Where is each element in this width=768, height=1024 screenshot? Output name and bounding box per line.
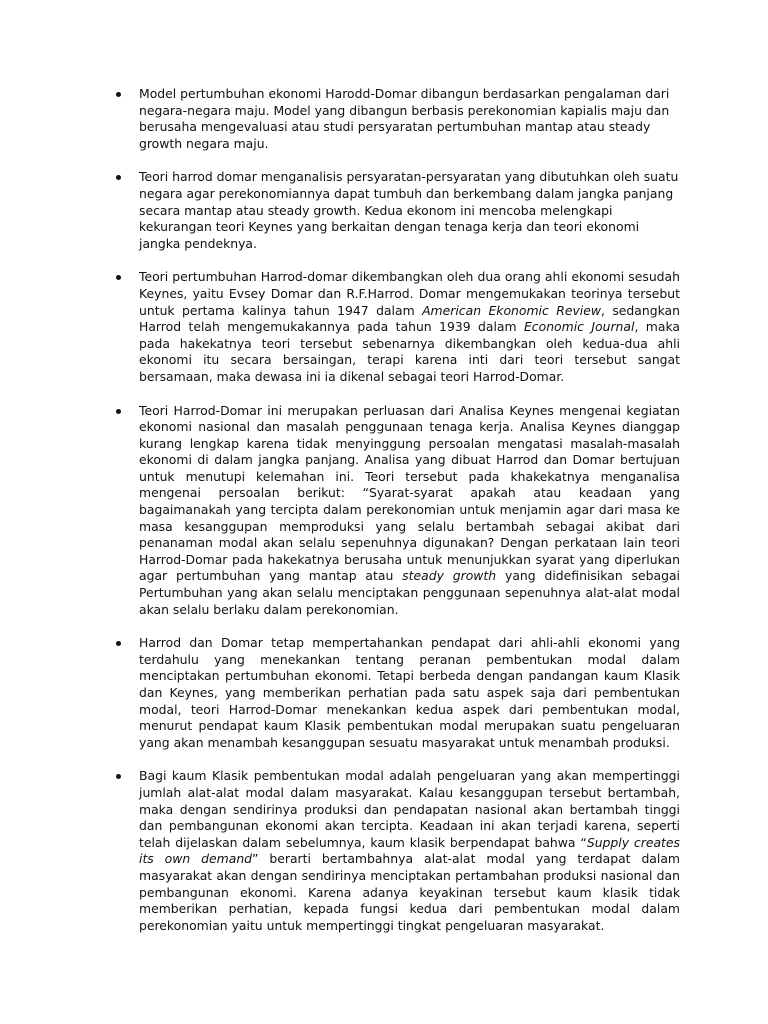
- paragraph-3-journal-1: American Ekonomic Review: [422, 302, 601, 318]
- paragraph-6-text-b: ” berarti bertambahnya alat-alat modal yang terdapat dalam masyarakat akan dengan sendirinya menciptakan pertambahan produksi nasional dan pembangunan ekonomi. Karena adanya keyakinan tersebut kaum klasik tidak memberikan perhatian, kepada fungsi kedua dari pembentukan modal dalam perekonomian yaitu untuk mempertinggi tingkat pengeluaran masyarakat.: [139, 851, 681, 933]
- paragraph-2-text: Teori harrod domar menganalisis persyaratan-persyaratan yang dibutuhkan oleh suatu negara agar perekonomiannya dapat tumbuh dan berkembang dalam jangka panjang secara mantap atau steady growth. Kedua ekonom ini mencoba melengkapi kekurangan teori Keynes yang berkaitan dengan tenaga kerja dan teori ekonomi jangka pendeknya.: [139, 169, 679, 251]
- bullet-item-2: [114, 169, 680, 252]
- paragraph-3-text-b: , sedangkan Harrod telah mengemukakannya pada tahun 1939 dalam: [139, 302, 680, 335]
- bullet-item-5: [114, 635, 680, 751]
- paragraph-4-italic-term: steady growth: [402, 568, 497, 584]
- paragraph-3-journal-2: Economic Journal: [523, 319, 635, 335]
- paragraph-5-text: Harrod dan Domar tetap mempertahankan pendapat dari ahli-ahli ekonomi yang terdahulu yang menekankan tentang peranan pembentukan modal dalam menciptakan pertumbuhan ekonomi. Tetapi berbeda dengan pandangan kaum Klasik dan Keynes, yang memberikan perhatian pada satu aspek saja dari pembentukan modal, teori Harrod-Domar menekankan kedua aspek dari pembentukan modal, menurut pendapat kaum Klasik pembentukan modal merupakan suatu pengeluaran yang akan menambah kesanggupan sesuatu masyarakat untuk menambah produksi.: [139, 635, 680, 750]
- paragraph-3-text-a: Teori pertumbuhan Harrod-domar dikembangkan oleh dua orang ahli ekonomi sesudah Keynes, yaitu Evsey Domar dan R.F.Harrod. Domar mengemukakan teorinya tersebut untuk pertama kalinya tahun 1947 dalam: [139, 269, 680, 318]
- bullet-list: [114, 86, 680, 934]
- paragraph-1-text: Model pertumbuhan ekonomi Harodd-Domar dibangun berdasarkan pengalaman dari negara-negara maju. Model yang dibangun berbasis perekonomian kapialis maju dan berusaha mengevaluasi atau studi persyaratan pertumbuhan mantap atau steady growth negara maju.: [139, 86, 670, 151]
- paragraph-6-italic-quote: Supply creates its own demand: [139, 834, 680, 867]
- bullet-item-3: [114, 269, 680, 385]
- bullet-item-6: [114, 768, 680, 934]
- paragraph-4-text-b: yang didefinisikan sebagai Pertumbuhan yang akan selalu menciptakan penggunaan sepenuhnya alat-alat modal akan selalu berlaku dalam perekonomian.: [139, 568, 680, 617]
- bullet-item-1: [114, 86, 680, 152]
- bullet-item-4: [114, 403, 680, 619]
- paragraph-6-text-a: Bagi kaum Klasik pembentukan modal adalah pengeluaran yang akan mempertinggi jumlah alat-alat modal dalam masyarakat. Kalau kesanggupan tersebut bertambah, maka dengan sendirinya produksi dan pendapatan nasional akan bertambah tinggi dan pembangunan ekonomi akan tercipta. Keadaan ini akan terjadi karena, seperti telah dijelaskan dalam sebelumnya, kaum klasik berpendapat bahwa “: [139, 768, 680, 850]
- paragraph-4-text-a: Teori Harrod-Domar ini merupakan perluasan dari Analisa Keynes mengenai kegiatan ekonomi nasional dan masalah penggunaan tenaga kerja. Analisa Keynes dianggap kurang lengkap karena tidak menyinggung persoalan mengatasi masalah-masalah ekonomi di dalam jangka panjang. Analisa yang dibuat Harrod dan Domar bertujuan untuk menutupi kelemahan ini. Teori tersebut pada khakekatnya menganalisa mengenai persoalan berikut: “Syarat-syarat apakah atau keadaan yang bagaimanakah yang tercipta dalam perekonomian untuk menjamin agar dari masa ke masa kesanggupan memproduksi yang selalu bertambah sebagai akibat dari penanaman modal akan selalu sepenuhnya digunakan? Dengan perkataan lain teori Harrod-Domar pada hakekatnya berusaha untuk menunjukkan syarat yang diperlukan agar pertumbuhan yang mantap atau: [139, 402, 680, 584]
- paragraph-3-text-c: , maka pada hakekatnya teori tersebut sebenarnya dikembangkan oleh kedua-dua ahli ekonomi itu secara bersaingan, terapi karena inti dari teori tersebut sangat bersamaan, maka dewasa ini ia dikenal sebagai teori Harrod-Domar.: [139, 319, 680, 384]
